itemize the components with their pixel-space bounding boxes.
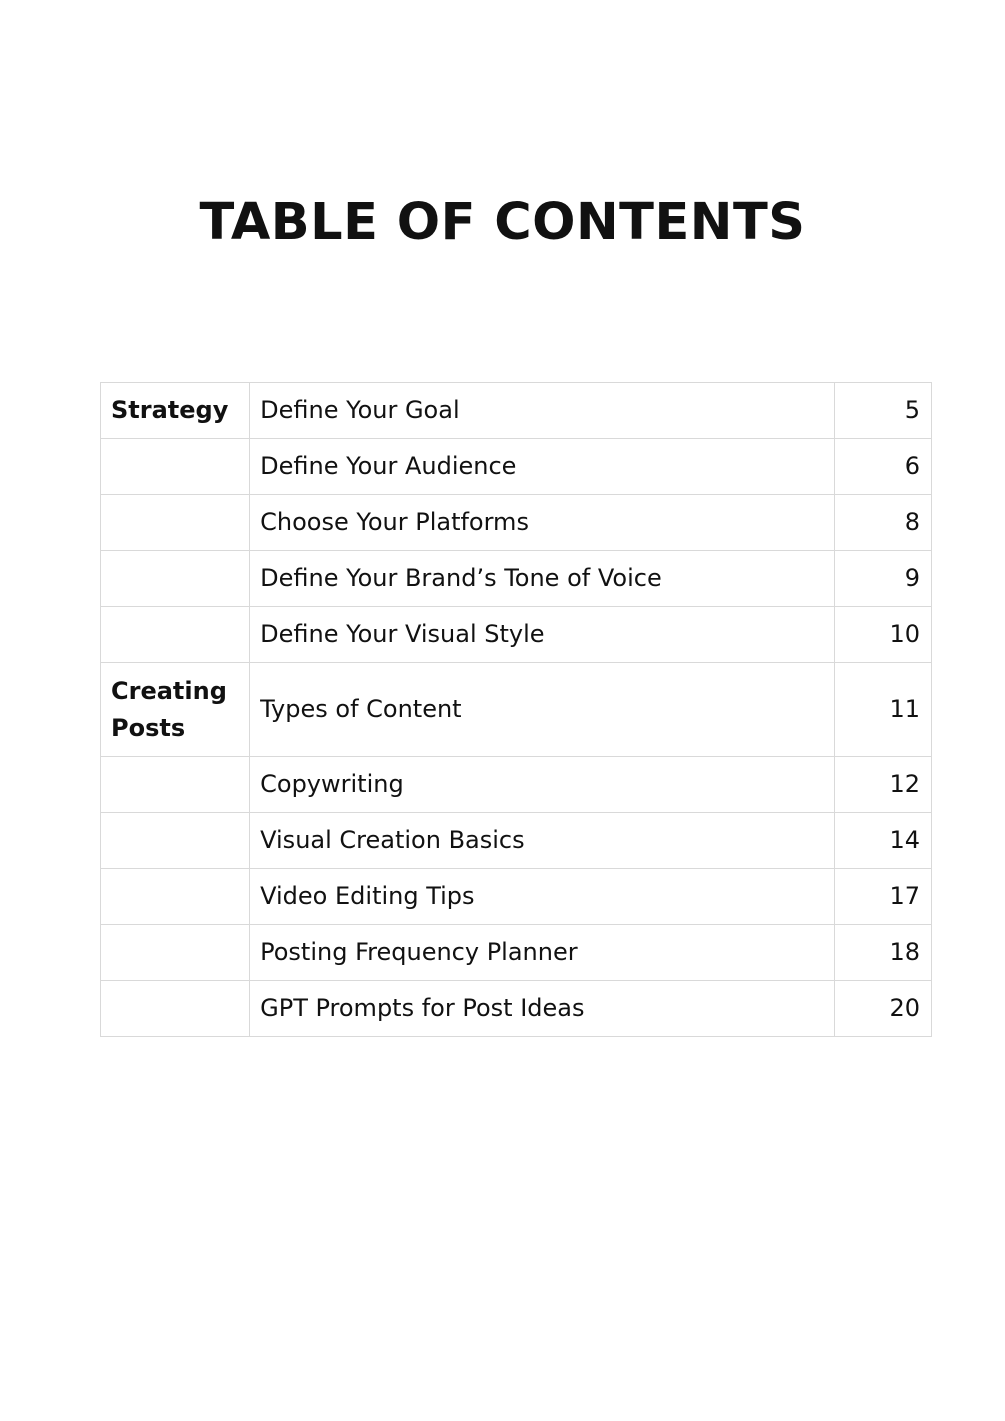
toc-section: [101, 981, 250, 1037]
toc-entry-title: Define Your Visual Style: [250, 607, 835, 663]
toc-page-number: 20: [834, 981, 931, 1037]
toc-page-number: 14: [834, 813, 931, 869]
toc-row: [101, 495, 932, 551]
toc-page-number: 12: [834, 757, 931, 813]
toc-entry-title: Define Your Brand’s Tone of Voice: [250, 551, 835, 607]
toc-row: [101, 757, 932, 813]
toc-page-number: 5: [834, 383, 931, 439]
toc-row: [101, 813, 932, 869]
toc-page-number: 10: [834, 607, 931, 663]
toc-entry-title: Video Editing Tips: [250, 869, 835, 925]
toc-row: [101, 607, 932, 663]
toc-row: [101, 663, 932, 757]
toc-row: [101, 383, 932, 439]
toc-section: [101, 607, 250, 663]
toc-section: [101, 495, 250, 551]
toc-section: [101, 757, 250, 813]
toc-page-number: 18: [834, 925, 931, 981]
toc-entry-title: GPT Prompts for Post Ideas: [250, 981, 835, 1037]
toc-entry-title: Copywriting: [250, 757, 835, 813]
toc-page-number: 11: [834, 663, 931, 757]
toc-section: [101, 869, 250, 925]
toc-section: [101, 439, 250, 495]
toc-section: Creating Posts: [101, 663, 250, 757]
toc-entry-title: Define Your Audience: [250, 439, 835, 495]
toc-section: Strategy: [101, 383, 250, 439]
toc-row: [101, 981, 932, 1037]
toc-row: [101, 551, 932, 607]
toc-table: [100, 382, 932, 1037]
toc-row: [101, 439, 932, 495]
toc-section: [101, 551, 250, 607]
toc-entry-title: Types of Content: [250, 663, 835, 757]
toc-page-number: 17: [834, 869, 931, 925]
toc-row: [101, 869, 932, 925]
toc-entry-title: Choose Your Platforms: [250, 495, 835, 551]
toc-entry-title: Define Your Goal: [250, 383, 835, 439]
toc-section: [101, 925, 250, 981]
toc-page-number: 6: [834, 439, 931, 495]
page-title: TABLE OF CONTENTS: [199, 193, 806, 252]
toc-section: [101, 813, 250, 869]
toc-entry-title: Visual Creation Basics: [250, 813, 835, 869]
toc-entry-title: Posting Frequency Planner: [250, 925, 835, 981]
toc-row: [101, 925, 932, 981]
toc-page-number: 9: [834, 551, 931, 607]
toc-page-number: 8: [834, 495, 931, 551]
